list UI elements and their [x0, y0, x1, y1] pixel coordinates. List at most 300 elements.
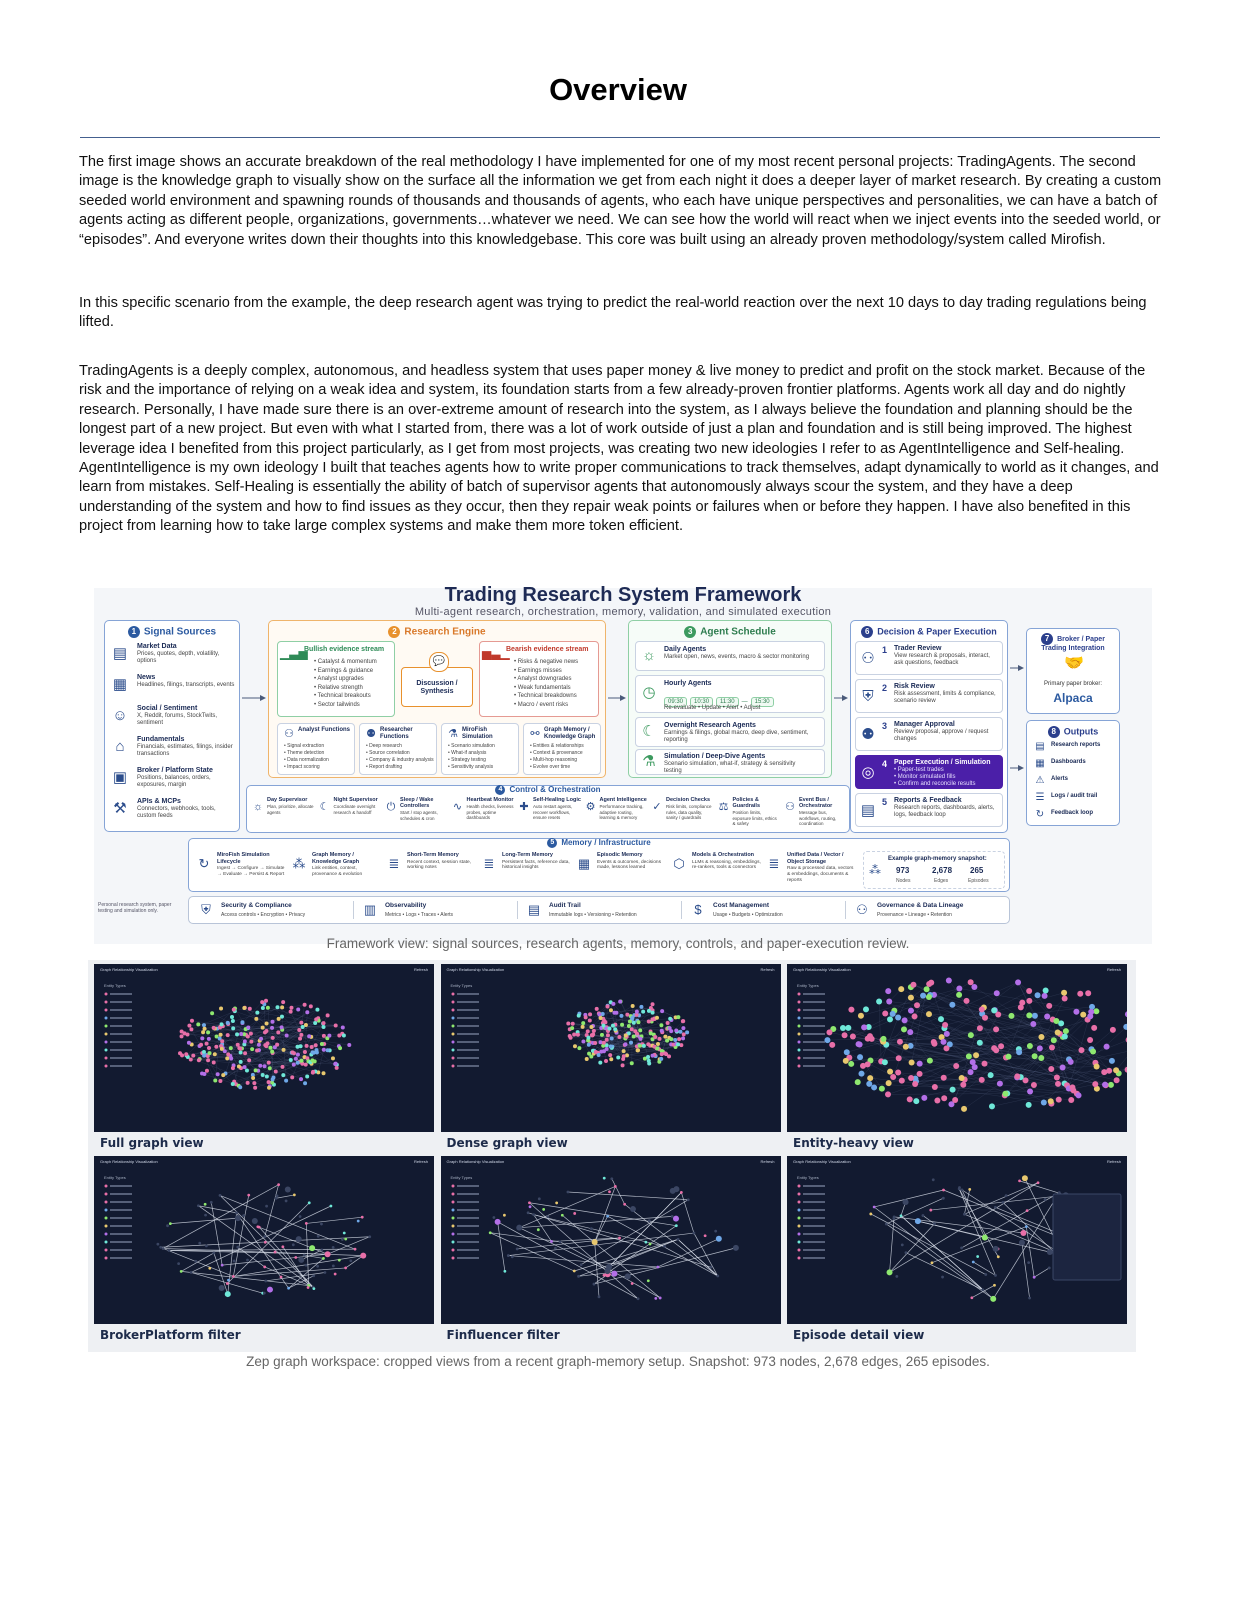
graph-node[interactable] — [361, 1216, 364, 1219]
graph-view-panel[interactable] — [441, 964, 781, 1132]
graph-node[interactable] — [202, 1054, 206, 1058]
graph-node[interactable] — [1026, 1102, 1032, 1108]
graph-node[interactable] — [249, 1032, 253, 1036]
graph-node[interactable] — [242, 1006, 246, 1010]
graph-node[interactable] — [660, 1009, 664, 1013]
graph-node[interactable] — [178, 1051, 182, 1055]
graph-node[interactable] — [324, 1271, 327, 1274]
graph-node[interactable] — [201, 1030, 205, 1034]
graph-node[interactable] — [984, 1273, 987, 1276]
graph-node[interactable] — [865, 1036, 871, 1042]
graph-node[interactable] — [200, 1036, 204, 1040]
graph-node[interactable] — [334, 1273, 337, 1276]
graph-node[interactable] — [641, 1044, 645, 1048]
graph-node[interactable] — [879, 1086, 885, 1092]
graph-node[interactable] — [213, 1052, 217, 1056]
graph-node[interactable] — [598, 1061, 602, 1065]
graph-node[interactable] — [618, 1000, 622, 1004]
graph-node[interactable] — [231, 1019, 235, 1023]
graph-node[interactable] — [334, 1062, 338, 1066]
graph-node[interactable] — [866, 1081, 872, 1087]
graph-node[interactable] — [956, 992, 962, 998]
graph-node[interactable] — [905, 1251, 908, 1254]
graph-node[interactable] — [1047, 1249, 1053, 1255]
graph-node[interactable] — [924, 986, 930, 992]
graph-node[interactable] — [624, 1273, 630, 1279]
graph-node[interactable] — [910, 982, 916, 988]
graph-node[interactable] — [220, 1047, 224, 1051]
graph-node[interactable] — [1038, 1055, 1044, 1061]
graph-node[interactable] — [826, 1029, 832, 1035]
graph-node[interactable] — [1027, 1088, 1033, 1094]
graph-node[interactable] — [611, 1271, 617, 1277]
graph-node[interactable] — [570, 1026, 574, 1030]
graph-node[interactable] — [206, 1058, 210, 1062]
graph-node[interactable] — [349, 1259, 352, 1262]
graph-node[interactable] — [1015, 979, 1021, 985]
graph-node[interactable] — [634, 1010, 638, 1014]
graph-node[interactable] — [1048, 1066, 1054, 1072]
graph-node[interactable] — [347, 1043, 351, 1047]
graph-node[interactable] — [510, 1255, 513, 1258]
graph-node[interactable] — [653, 1035, 657, 1039]
graph-node[interactable] — [949, 1002, 955, 1008]
graph-node[interactable] — [1125, 1011, 1127, 1017]
graph-node[interactable] — [1091, 1025, 1097, 1031]
graph-node[interactable] — [249, 1040, 253, 1044]
graph-node[interactable] — [1026, 998, 1032, 1004]
graph-node[interactable] — [674, 1224, 677, 1227]
graph-node[interactable] — [926, 1011, 932, 1017]
graph-node[interactable] — [1016, 1049, 1022, 1055]
graph-node[interactable] — [271, 1075, 275, 1079]
graph-node[interactable] — [601, 1041, 605, 1045]
graph-node[interactable] — [221, 1073, 225, 1077]
graph-node[interactable] — [1041, 1099, 1047, 1105]
graph-node[interactable] — [610, 1177, 613, 1180]
graph-node[interactable] — [618, 1237, 621, 1240]
graph-node[interactable] — [963, 1213, 966, 1216]
graph-canvas[interactable] — [441, 964, 781, 1132]
graph-node[interactable] — [264, 1241, 267, 1244]
graph-node[interactable] — [929, 1209, 932, 1212]
graph-node[interactable] — [216, 1072, 220, 1076]
graph-node[interactable] — [558, 1240, 561, 1243]
graph-node[interactable] — [344, 1238, 347, 1241]
graph-node[interactable] — [292, 1243, 295, 1246]
graph-node[interactable] — [732, 1245, 738, 1251]
graph-node[interactable] — [202, 1072, 206, 1076]
graph-node[interactable] — [620, 1063, 624, 1067]
graph-node[interactable] — [873, 1206, 876, 1209]
graph-node[interactable] — [235, 1032, 239, 1036]
graph-node[interactable] — [187, 1024, 191, 1028]
graph-node[interactable] — [627, 1019, 631, 1023]
graph-node[interactable] — [934, 1097, 940, 1103]
graph-node[interactable] — [584, 1057, 588, 1061]
graph-node[interactable] — [208, 1267, 211, 1270]
graph-node[interactable] — [225, 1056, 229, 1060]
graph-node[interactable] — [326, 1048, 330, 1052]
graph-node[interactable] — [1108, 1082, 1114, 1088]
graph-node[interactable] — [598, 1040, 602, 1044]
graph-node[interactable] — [619, 1014, 623, 1018]
graph-node[interactable] — [212, 1026, 216, 1030]
graph-node[interactable] — [230, 1015, 234, 1019]
graph-node[interactable] — [299, 1021, 303, 1025]
graph-node[interactable] — [938, 1016, 944, 1022]
graph-refresh-button[interactable]: Refresh — [1106, 1159, 1121, 1164]
graph-node[interactable] — [1094, 1064, 1100, 1070]
graph-node[interactable] — [1053, 1018, 1059, 1024]
graph-node[interactable] — [1078, 1047, 1084, 1053]
graph-node[interactable] — [266, 1041, 270, 1045]
graph-node[interactable] — [903, 1199, 909, 1205]
graph-node[interactable] — [235, 1215, 241, 1221]
graph-node[interactable] — [218, 1079, 222, 1083]
graph-node[interactable] — [263, 1292, 266, 1295]
graph-node[interactable] — [1068, 1097, 1074, 1103]
graph-node[interactable] — [532, 1213, 535, 1216]
graph-node[interactable] — [1008, 1013, 1014, 1019]
graph-node[interactable] — [1038, 1034, 1044, 1040]
graph-node[interactable] — [960, 1247, 963, 1250]
graph-node[interactable] — [265, 1205, 268, 1208]
graph-node[interactable] — [650, 1017, 654, 1021]
graph-node[interactable] — [210, 1201, 213, 1204]
graph-node[interactable] — [577, 1275, 580, 1278]
graph-node[interactable] — [314, 1017, 318, 1021]
graph-node[interactable] — [603, 1020, 607, 1024]
graph-node[interactable] — [575, 1033, 579, 1037]
graph-node[interactable] — [623, 1203, 626, 1206]
graph-node[interactable] — [166, 1224, 169, 1227]
graph-node[interactable] — [285, 1033, 289, 1037]
graph-node[interactable] — [993, 1284, 996, 1287]
graph-node[interactable] — [305, 1075, 309, 1079]
graph-node[interactable] — [843, 1058, 849, 1064]
graph-node[interactable] — [665, 1021, 669, 1025]
graph-node[interactable] — [191, 1054, 195, 1058]
graph-node[interactable] — [1030, 1021, 1036, 1027]
graph-node[interactable] — [981, 1288, 984, 1291]
graph-node[interactable] — [229, 1057, 233, 1061]
graph-node[interactable] — [941, 1039, 947, 1045]
graph-node[interactable] — [263, 1064, 267, 1068]
graph-node[interactable] — [620, 1023, 624, 1027]
graph-node[interactable] — [917, 1071, 923, 1077]
graph-node[interactable] — [1076, 1092, 1082, 1098]
graph-node[interactable] — [589, 1227, 592, 1230]
graph-node[interactable] — [276, 1194, 279, 1197]
graph-node[interactable] — [289, 1010, 293, 1014]
graph-node[interactable] — [630, 1004, 634, 1008]
graph-node[interactable] — [1102, 1082, 1108, 1088]
graph-node[interactable] — [676, 1015, 680, 1019]
graph-node[interactable] — [180, 1270, 183, 1273]
graph-node[interactable] — [327, 1034, 331, 1038]
graph-node[interactable] — [231, 1026, 235, 1030]
graph-node[interactable] — [1022, 1175, 1028, 1181]
graph-node[interactable] — [560, 1214, 563, 1217]
graph-node[interactable] — [1051, 1037, 1057, 1043]
graph-node[interactable] — [959, 1075, 965, 1081]
graph-node[interactable] — [890, 1074, 896, 1080]
graph-node[interactable] — [621, 1049, 625, 1053]
graph-node[interactable] — [1033, 1276, 1036, 1279]
graph-node[interactable] — [664, 1052, 668, 1056]
graph-node[interactable] — [585, 1029, 589, 1033]
graph-node[interactable] — [270, 1050, 274, 1054]
graph-node[interactable] — [678, 1030, 682, 1034]
graph-node[interactable] — [597, 1012, 601, 1016]
graph-node[interactable] — [317, 1235, 320, 1238]
graph-node[interactable] — [602, 1274, 605, 1277]
graph-node[interactable] — [275, 1197, 278, 1200]
graph-node[interactable] — [264, 999, 268, 1003]
graph-node[interactable] — [848, 1007, 854, 1013]
graph-node[interactable] — [907, 1096, 913, 1102]
graph-node[interactable] — [716, 1275, 719, 1278]
graph-node[interactable] — [290, 1050, 294, 1054]
graph-node[interactable] — [990, 1296, 996, 1302]
graph-node[interactable] — [952, 1097, 958, 1103]
graph-node[interactable] — [977, 1025, 983, 1031]
graph-node[interactable] — [909, 1060, 915, 1066]
graph-node[interactable] — [281, 1073, 285, 1077]
graph-node[interactable] — [932, 1084, 938, 1090]
graph-node[interactable] — [901, 1026, 907, 1032]
graph-node[interactable] — [857, 1054, 863, 1060]
graph-node[interactable] — [303, 1003, 307, 1007]
graph-node[interactable] — [977, 1040, 983, 1046]
graph-node[interactable] — [220, 1039, 224, 1043]
graph-node[interactable] — [299, 1215, 302, 1218]
graph-node[interactable] — [1019, 1000, 1025, 1006]
graph-node[interactable] — [316, 1265, 319, 1268]
graph-node[interactable] — [303, 1050, 307, 1054]
graph-node[interactable] — [320, 1249, 323, 1252]
graph-node[interactable] — [867, 1075, 873, 1081]
graph-node[interactable] — [194, 1260, 197, 1263]
graph-node[interactable] — [322, 1021, 326, 1025]
graph-node[interactable] — [246, 1025, 250, 1029]
graph-node[interactable] — [994, 1206, 997, 1209]
graph-node[interactable] — [871, 1084, 877, 1090]
graph-node[interactable] — [647, 1219, 650, 1222]
graph-node[interactable] — [616, 1056, 620, 1060]
graph-node[interactable] — [998, 1043, 1004, 1049]
graph-node[interactable] — [268, 1066, 272, 1070]
graph-node[interactable] — [198, 1242, 201, 1245]
graph-node[interactable] — [931, 1041, 937, 1047]
graph-node[interactable] — [247, 1058, 251, 1062]
graph-node[interactable] — [263, 1266, 266, 1269]
graph-node[interactable] — [869, 1213, 872, 1216]
graph-node[interactable] — [204, 1214, 207, 1217]
graph-node[interactable] — [243, 1051, 247, 1055]
graph-node[interactable] — [271, 1036, 275, 1040]
graph-node[interactable] — [320, 1042, 324, 1046]
graph-node[interactable] — [630, 1282, 633, 1285]
graph-node[interactable] — [1110, 1027, 1116, 1033]
graph-node[interactable] — [184, 1052, 188, 1056]
graph-node[interactable] — [926, 994, 932, 1000]
graph-node[interactable] — [255, 1011, 259, 1015]
graph-node[interactable] — [289, 1058, 293, 1062]
graph-node[interactable] — [537, 1197, 540, 1200]
graph-node[interactable] — [882, 1059, 888, 1065]
graph-node[interactable] — [248, 1007, 252, 1011]
graph-node[interactable] — [1005, 1054, 1011, 1060]
graph-node[interactable] — [554, 1247, 557, 1250]
graph-node[interactable] — [588, 1012, 592, 1016]
graph-node[interactable] — [692, 1232, 695, 1235]
graph-node[interactable] — [863, 1006, 869, 1012]
graph-node[interactable] — [293, 1194, 296, 1197]
graph-node[interactable] — [207, 1037, 211, 1041]
graph-node[interactable] — [296, 1236, 302, 1242]
graph-node[interactable] — [247, 1194, 250, 1197]
graph-node[interactable] — [1049, 1044, 1055, 1050]
graph-node[interactable] — [886, 1080, 892, 1086]
graph-node[interactable] — [602, 1177, 605, 1180]
graph-node[interactable] — [658, 1297, 661, 1300]
graph-node[interactable] — [942, 1022, 948, 1028]
graph-node[interactable] — [1073, 1009, 1079, 1015]
graph-node[interactable] — [892, 1217, 895, 1220]
graph-node[interactable] — [1087, 1037, 1093, 1043]
graph-node[interactable] — [714, 1230, 717, 1233]
graph-node[interactable] — [824, 1037, 830, 1043]
graph-node[interactable] — [1062, 1034, 1068, 1040]
graph-node[interactable] — [236, 1246, 239, 1249]
graph-refresh-button[interactable]: Refresh — [760, 967, 775, 972]
graph-node[interactable] — [314, 1043, 318, 1047]
graph-node[interactable] — [960, 1082, 966, 1088]
graph-node[interactable] — [246, 1259, 249, 1262]
graph-node[interactable] — [214, 1045, 218, 1049]
graph-node[interactable] — [312, 1287, 315, 1290]
graph-node[interactable] — [274, 1070, 278, 1074]
graph-node[interactable] — [231, 1082, 235, 1086]
graph-node[interactable] — [1113, 1067, 1119, 1073]
graph-node[interactable] — [162, 1247, 165, 1250]
graph-node[interactable] — [900, 1214, 903, 1217]
graph-node[interactable] — [252, 1218, 258, 1224]
graph-node[interactable] — [296, 1061, 300, 1065]
graph-node[interactable] — [856, 1041, 862, 1047]
graph-node[interactable] — [261, 1006, 265, 1010]
graph-node[interactable] — [168, 1249, 171, 1252]
graph-node[interactable] — [589, 1025, 593, 1029]
graph-node[interactable] — [679, 1191, 682, 1194]
graph-node[interactable] — [608, 1044, 612, 1048]
graph-node[interactable] — [633, 1029, 637, 1033]
graph-node[interactable] — [313, 1059, 317, 1063]
graph-node[interactable] — [709, 1266, 712, 1269]
graph-node[interactable] — [601, 1049, 605, 1053]
graph-node[interactable] — [266, 1006, 270, 1010]
graph-node[interactable] — [604, 1038, 608, 1042]
graph-node[interactable] — [1032, 1053, 1038, 1059]
graph-node[interactable] — [587, 1019, 591, 1023]
graph-node[interactable] — [677, 1037, 681, 1041]
graph-node[interactable] — [219, 1033, 223, 1037]
graph-node[interactable] — [639, 1005, 643, 1009]
graph-node[interactable] — [1027, 1043, 1033, 1049]
graph-node[interactable] — [285, 1186, 291, 1192]
graph-node[interactable] — [890, 1011, 896, 1017]
graph-node[interactable] — [898, 986, 904, 992]
graph-canvas[interactable] — [787, 964, 1127, 1132]
graph-node[interactable] — [855, 1079, 861, 1085]
graph-node[interactable] — [681, 1019, 685, 1023]
graph-node[interactable] — [233, 1260, 236, 1263]
graph-node[interactable] — [276, 1030, 280, 1034]
graph-node[interactable] — [845, 1025, 851, 1031]
graph-node[interactable] — [271, 1020, 275, 1024]
graph-node[interactable] — [655, 1047, 659, 1051]
graph-node[interactable] — [526, 1211, 529, 1214]
graph-node[interactable] — [494, 1219, 500, 1225]
graph-node[interactable] — [308, 1201, 311, 1204]
graph-node[interactable] — [1043, 988, 1049, 994]
graph-node[interactable] — [239, 1060, 243, 1064]
graph-node[interactable] — [267, 1080, 271, 1084]
graph-node[interactable] — [646, 1055, 650, 1059]
graph-node[interactable] — [314, 1048, 318, 1052]
graph-node[interactable] — [1026, 1209, 1029, 1212]
graph-node[interactable] — [258, 1226, 261, 1229]
graph-node[interactable] — [581, 1021, 585, 1025]
graph-node[interactable] — [629, 1027, 633, 1031]
graph-node[interactable] — [942, 1189, 945, 1192]
graph-node[interactable] — [1104, 1044, 1110, 1050]
graph-node[interactable] — [881, 1036, 887, 1042]
graph-node[interactable] — [492, 1216, 495, 1219]
graph-node[interactable] — [1126, 1037, 1127, 1043]
graph-node[interactable] — [180, 1034, 184, 1038]
graph-node[interactable] — [334, 1023, 338, 1027]
graph-node[interactable] — [907, 1029, 913, 1035]
graph-node[interactable] — [1027, 1261, 1030, 1264]
graph-node[interactable] — [257, 1043, 261, 1047]
graph-node[interactable] — [932, 1178, 935, 1181]
graph-node[interactable] — [887, 1269, 893, 1275]
graph-node[interactable] — [611, 1002, 615, 1006]
graph-node[interactable] — [337, 1033, 341, 1037]
graph-node[interactable] — [586, 1036, 590, 1040]
graph-node[interactable] — [988, 1072, 994, 1078]
graph-node[interactable] — [1032, 1013, 1038, 1019]
graph-node[interactable] — [913, 1098, 919, 1104]
graph-node[interactable] — [196, 1022, 200, 1026]
graph-node[interactable] — [570, 1022, 574, 1026]
graph-node[interactable] — [1025, 1225, 1028, 1228]
graph-node[interactable] — [1028, 1297, 1031, 1300]
graph-node[interactable] — [315, 1008, 319, 1012]
graph-node[interactable] — [207, 1046, 211, 1050]
graph-node[interactable] — [579, 1263, 582, 1266]
graph-node[interactable] — [979, 1077, 985, 1083]
graph-node[interactable] — [589, 1054, 593, 1058]
graph-node[interactable] — [265, 1021, 269, 1025]
graph-node[interactable] — [1123, 1024, 1127, 1030]
graph-node[interactable] — [281, 1000, 285, 1004]
graph-node[interactable] — [590, 1033, 594, 1037]
graph-node[interactable] — [226, 1033, 230, 1037]
